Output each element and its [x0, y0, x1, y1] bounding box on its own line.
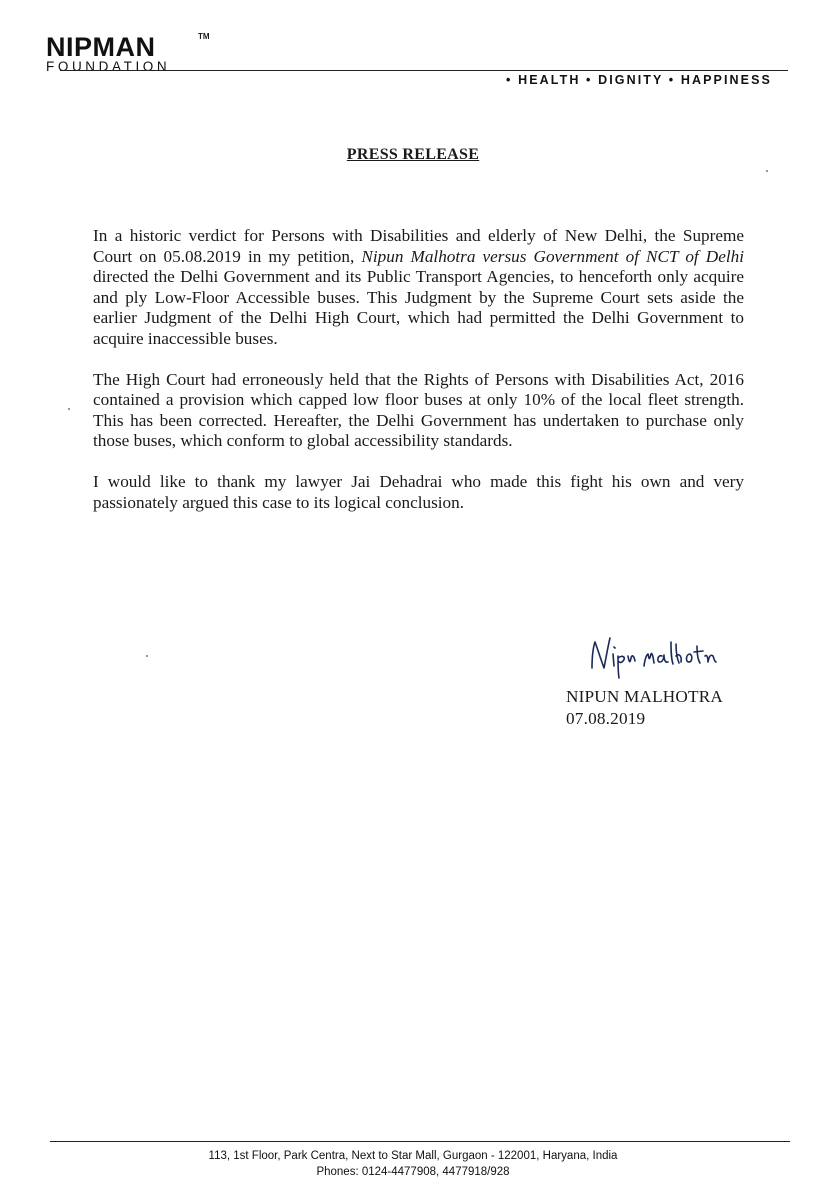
- logo-foundation: FOUNDATION: [46, 59, 171, 74]
- document-body: [93, 226, 744, 533]
- footer-divider: [50, 1141, 790, 1142]
- paragraph-1-text-start: In a historic verdict for Persons with Disabilities and elderly of New Delhi, the Supreme Court on 05.08.2019 in my petition,: [93, 226, 744, 266]
- paragraph-1: [93, 226, 744, 350]
- footer-phones: Phones: 0124-4477908, 4477918/928: [316, 1166, 510, 1178]
- footer-address: 113, 1st Floor, Park Centra, Next to Star Mall, Gurgaon - 122001, Haryana, India: [208, 1150, 618, 1162]
- paper-speck: [766, 170, 768, 172]
- logo-name: NIPMAN: [46, 32, 156, 62]
- paper-speck: [146, 655, 148, 657]
- case-name: Nipun Malhotra versus Government of NCT of Delhi: [361, 246, 744, 266]
- handwritten-signature: [586, 632, 726, 687]
- header-divider: [60, 70, 788, 71]
- signature-date: 07.08.2019: [566, 709, 646, 728]
- paragraph-3: I would like to thank my lawyer Jai Dehadrai who made this fight his own and very passionately argued this case to its logical conclusion.: [93, 471, 744, 512]
- logo-trademark: TM: [198, 32, 210, 41]
- document-title: PRESS RELEASE: [346, 146, 480, 163]
- paragraph-2: The High Court had erroneously held that the Rights of Persons with Disabilities Act, 2016 contained a provision which capped low floor buses at only 10% of the local fleet strength. This has been corrected. Hereafter, the Delhi Government has undertaken to purchase only those buses, which conform to global accessibility standards.: [93, 369, 744, 451]
- footer: [0, 1148, 826, 1180]
- paragraph-1-text-end: directed the Delhi Government and its Public Transport Agencies, to henceforth only acquire and ply Low-Floor Accessible buses. This Judgment by the Supreme Court sets aside the earlier Judgment of the Delhi High Court, which had permitted the Delhi Government to acquire inaccessible buses.: [93, 267, 744, 348]
- signature-drawing: [586, 632, 726, 682]
- paper-speck: [68, 408, 70, 410]
- signature-block: [566, 686, 723, 730]
- signatory-name: NIPUN MALHOTRA: [566, 687, 724, 706]
- tagline: • HEALTH • DIGNITY • HAPPINESS: [506, 73, 772, 87]
- nipman-logo: [46, 32, 210, 74]
